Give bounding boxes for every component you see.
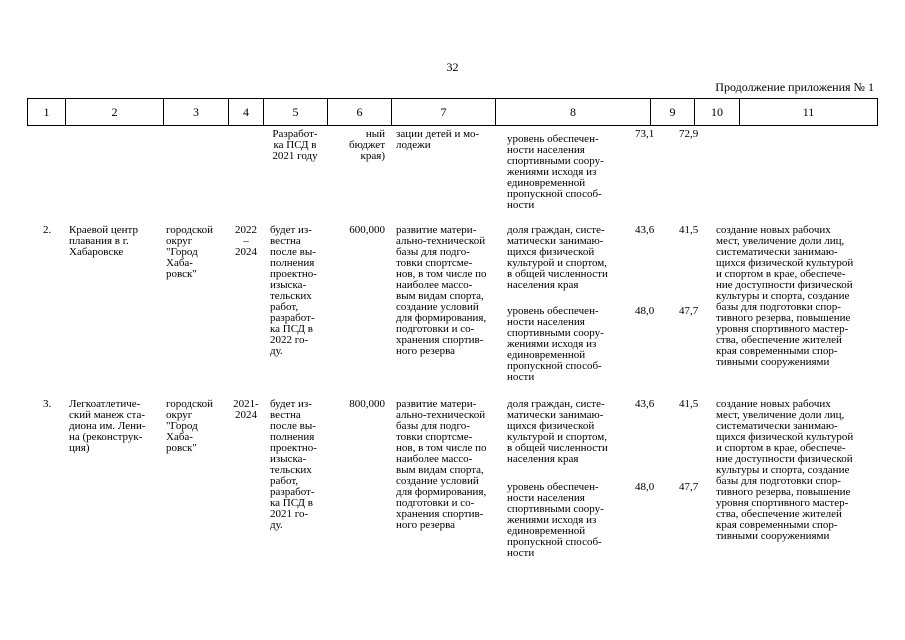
value-10-share: 41,5 [679, 224, 699, 236]
header-col-10: 10 [694, 99, 739, 125]
value-9-share: 43,6 [635, 398, 655, 410]
location: городской округ "Город Хаба- ровск" [166, 398, 214, 454]
appendix-note: Продолжение приложения № 1 [715, 80, 874, 94]
cost-status: будет из- вестна после вы- полнения проектно- изыска- тельских работ, разработ- ка ПСД в 2021 го- ду. [270, 398, 317, 531]
row-number: 2. [43, 224, 52, 236]
header-col-7: 7 [391, 99, 495, 125]
header-col-5: 5 [263, 99, 327, 125]
cont-value-10: 72,9 [679, 128, 699, 140]
object-name: Легкоатлетиче- ский манеж ста- диона им. Лени- на (реконструк- ция) [69, 398, 146, 454]
cont-status: Разработ- ка ПСД в 2021 году [272, 128, 318, 162]
indicator-capacity: уровень обеспечен- ности населения спортивными соору- жениями исходя из единовременной пропускной способ- ности [507, 481, 604, 559]
value-9-capacity: 48,0 [635, 481, 655, 493]
table-header [27, 98, 878, 126]
period: 2022 – 2024 [235, 224, 257, 258]
period: 2021- 2024 [233, 398, 259, 421]
header-col-4: 4 [228, 99, 263, 125]
expected-effect: создание новых рабочих мест, увеличение доли лиц, систематически занимаю- щихся физической культурой и спортом в крае, обеспече- ние доступности физической культуры и спорта, создание базы для подготовки спор- тивного резерва, повышение уровня спортивного мастер- ства, обеспечение жителей края современными спор- тивными сооружениями [716, 398, 854, 542]
header-col-6: 6 [327, 99, 391, 125]
purpose: развитие матери- ально-технической базы для подго- товки спортсме- нов, в том числе по наиболее массо- вым видам спорта, создание условий для формирования, подготовки и со- хранения спортив- ного резерва [396, 224, 487, 357]
value-10-capacity: 47,7 [679, 481, 699, 493]
cont-purpose: зации детей и мо- лодежи [396, 128, 480, 151]
object-name: Краевой центр плавания в г. Хабаровске [69, 224, 138, 258]
funding-amount: 600,000 [349, 224, 385, 236]
indicator-share: доля граждан, систе- матически занимаю- щихся физической культурой и спортом, в общей численности населения края [507, 224, 608, 291]
header-col-11: 11 [739, 99, 878, 125]
value-10-capacity: 47,7 [679, 305, 699, 317]
header-col-8: 8 [495, 99, 650, 125]
indicator-capacity: уровень обеспечен- ности населения спортивными соору- жениями исходя из единовременной пропускной способ- ности [507, 305, 604, 383]
indicator-share: доля граждан, систе- матически занимаю- щихся физической культурой и спортом, в общей численности населения края [507, 398, 608, 465]
value-9-capacity: 48,0 [635, 305, 655, 317]
header-col-3: 3 [163, 99, 228, 125]
cont-indicator: уровень обеспечен- ности населения спортивными соору- жениями исходя из единовременной пропускной способ- ности [507, 133, 604, 211]
header-col-1: 1 [27, 99, 65, 125]
row-number: 3. [43, 398, 52, 410]
header-col-2: 2 [65, 99, 163, 125]
expected-effect: создание новых рабочих мест, увеличение доли лиц, систематически занимаю- щихся физической культурой и спортом в крае, обеспече- ние доступности физической культуры и спорта, создание базы для подготовки спор- тивного резерва, повышение уровня спортивного мастер- ства, обеспечение жителей края современными спор- тивными сооружениями [716, 224, 854, 368]
cont-value-9: 73,1 [635, 128, 655, 140]
header-col-9: 9 [650, 99, 694, 125]
cost-status: будет из- вестна после вы- полнения проектно- изыска- тельских работ, разработ- ка ПСД в 2022 го- ду. [270, 224, 317, 357]
cont-funding: ный бюджет края) [349, 128, 385, 162]
value-9-share: 43,6 [635, 224, 655, 236]
page-number: 32 [446, 60, 459, 74]
funding-amount: 800,000 [349, 398, 385, 410]
location: городской округ "Город Хаба- ровск" [166, 224, 214, 280]
purpose: развитие матери- ально-технической базы для подго- товки спортсме- нов, в том числе по наиболее массо- вым видам спорта, создание условий для формирования, подготовки и со- хранения спортив- ного резерва [396, 398, 487, 531]
value-10-share: 41,5 [679, 398, 699, 410]
